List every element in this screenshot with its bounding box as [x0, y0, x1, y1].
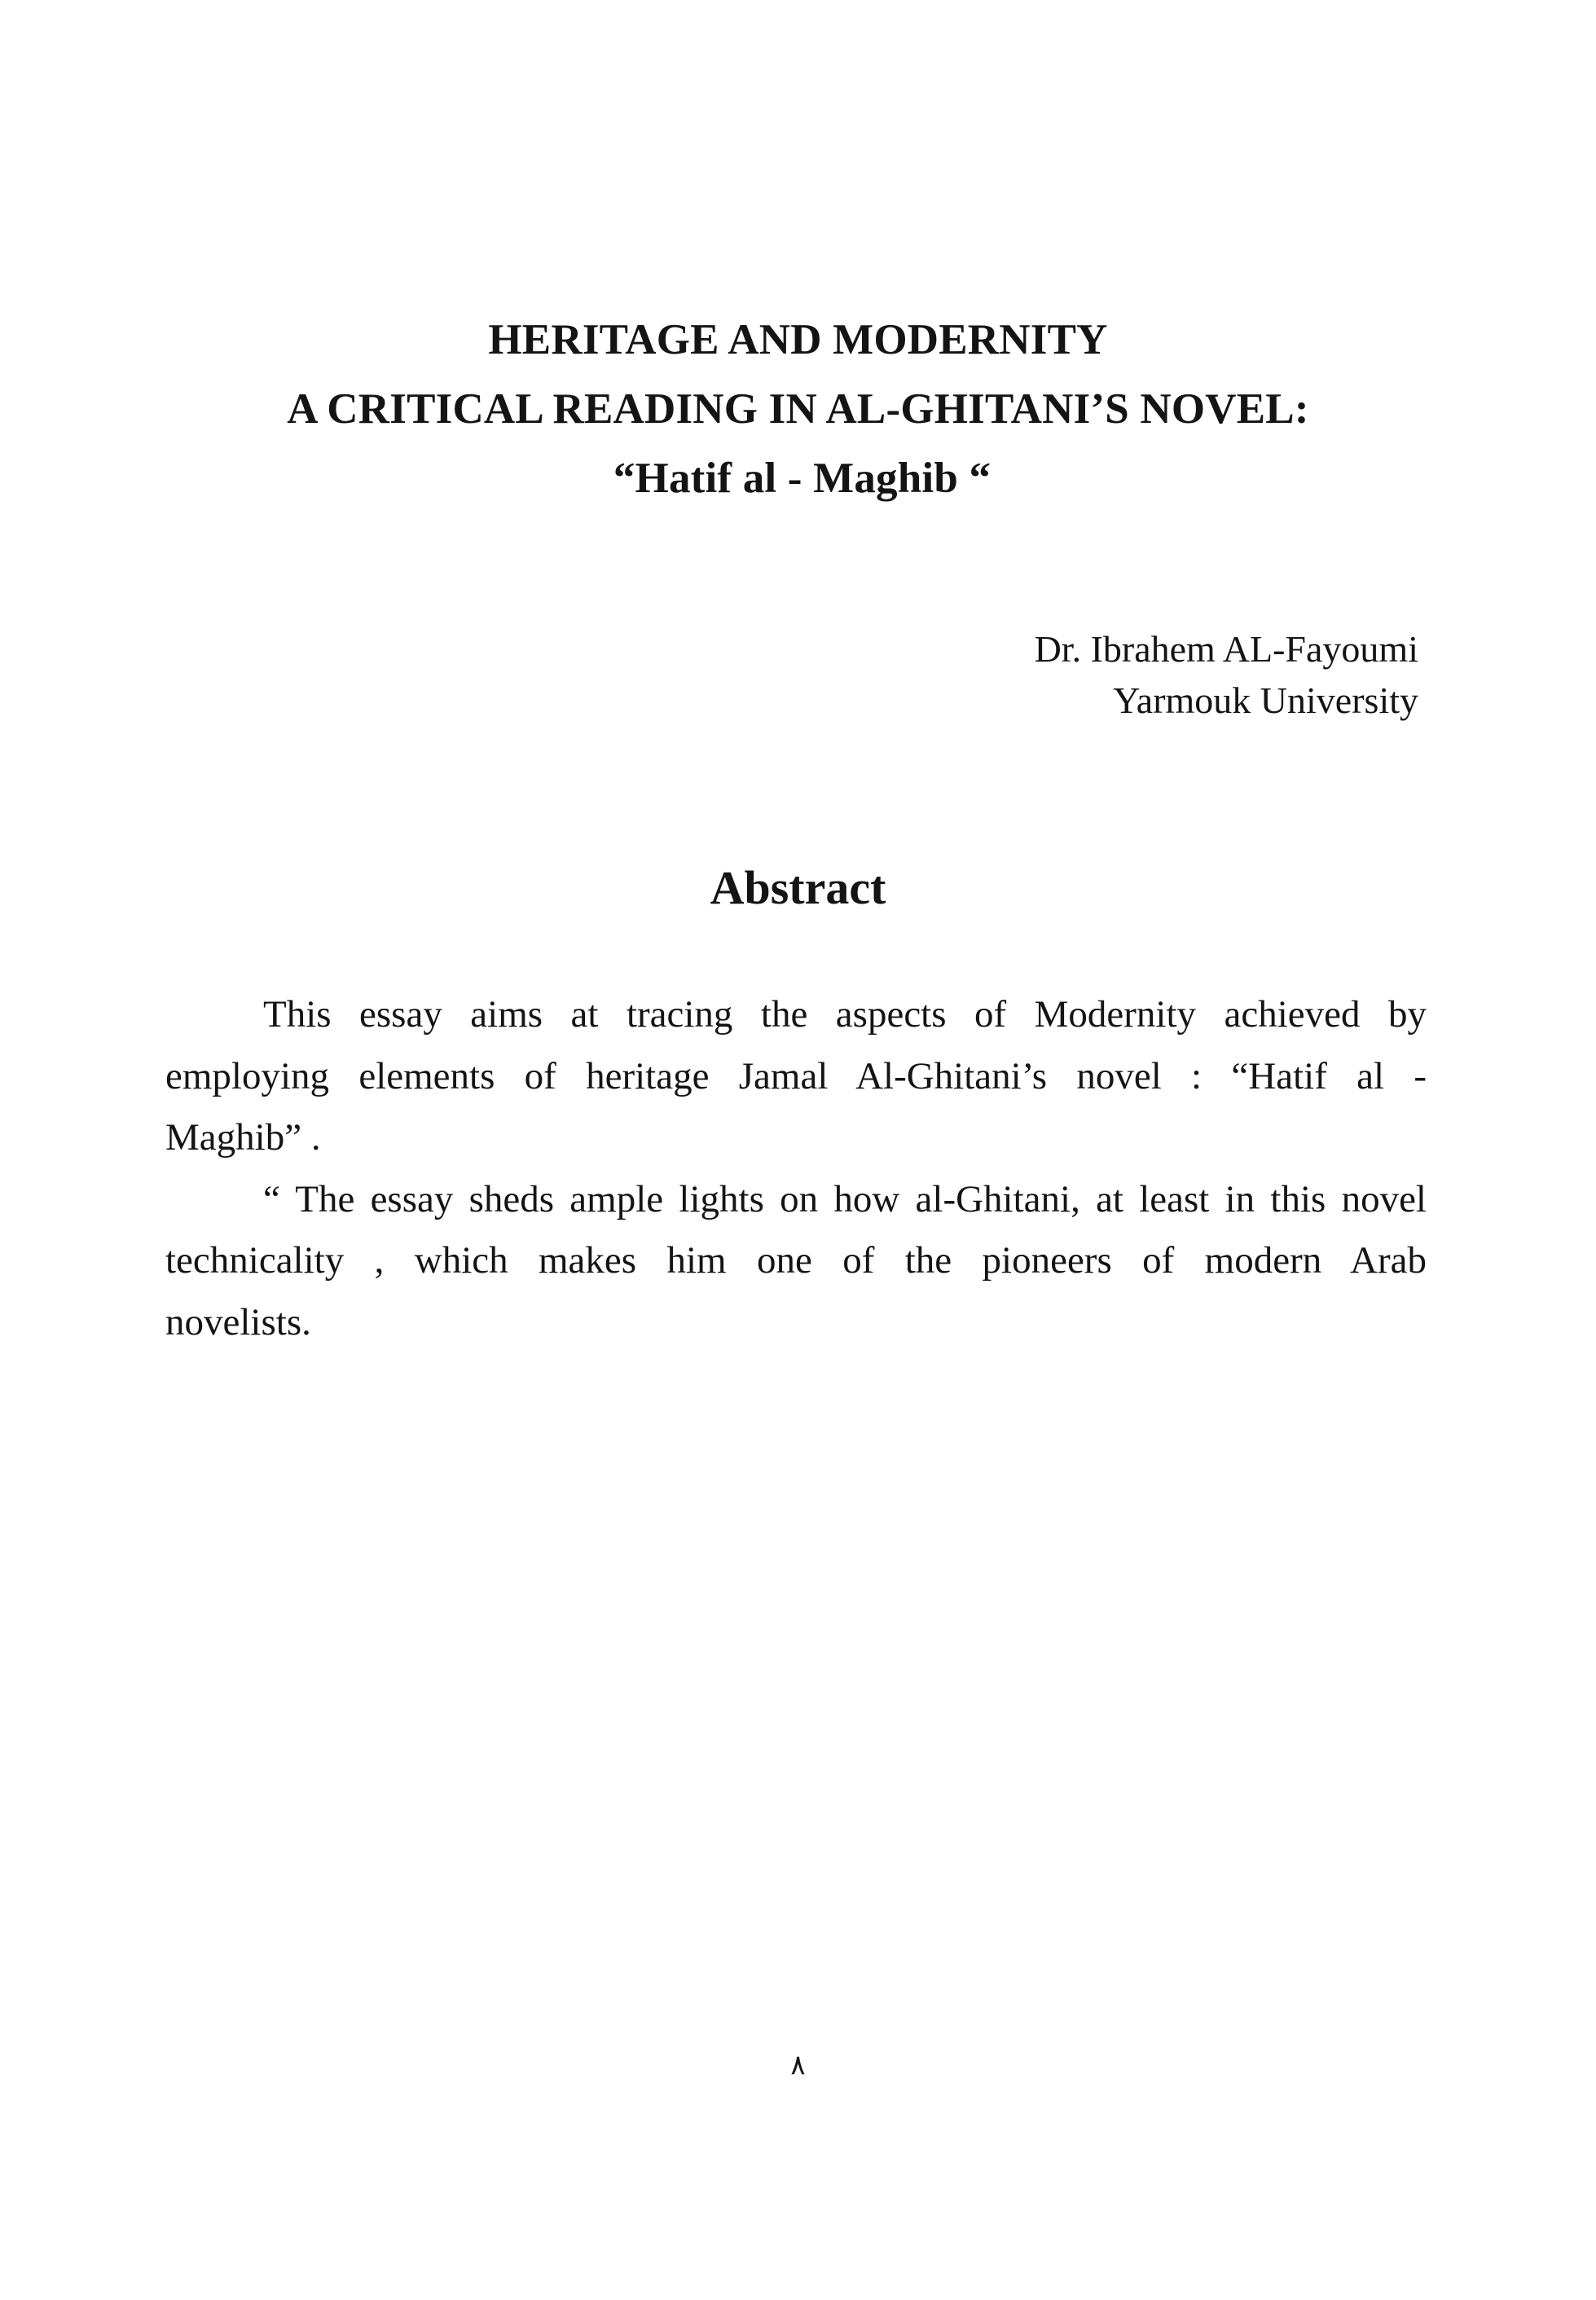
author-info: [1035, 623, 1418, 726]
abstract-paragraph-2: [165, 1169, 1427, 1354]
author-affiliation: Yarmouk University: [1113, 679, 1418, 721]
title-line-3: “Hatif al - Maghib “: [613, 455, 991, 502]
title-line-2: A CRITICAL READING IN AL-GHITANI’S NOVEL:: [287, 385, 1309, 433]
abstract-p2-line-1: “ The essay sheds ample lights on how al-Ghitani, at least in this novel: [263, 1177, 1427, 1220]
paper-title: [0, 306, 1596, 513]
abstract-paragraph-1: [165, 984, 1427, 1169]
abstract-heading: Abstract: [710, 861, 886, 914]
abstract-p2-line-2: technicality , which makes him one of the pioneers of modern Arab: [165, 1239, 1427, 1282]
abstract-p1-line-1: This essay aims at tracing the aspects of Modernity achieved by: [263, 993, 1427, 1036]
abstract-p2-line-3: novelists.: [165, 1300, 311, 1343]
abstract-body: [165, 984, 1427, 1353]
author-name: Dr. Ibrahem AL-Fayoumi: [1034, 628, 1418, 670]
abstract-p1-line-2: employing elements of heritage Jamal Al-Ghitani’s novel : “Hatif al -: [165, 1054, 1427, 1097]
page-number: ٨: [790, 2049, 806, 2082]
title-line-1: HERITAGE AND MODERNITY: [488, 316, 1108, 363]
abstract-p1-line-3: Maghib” .: [165, 1116, 321, 1159]
